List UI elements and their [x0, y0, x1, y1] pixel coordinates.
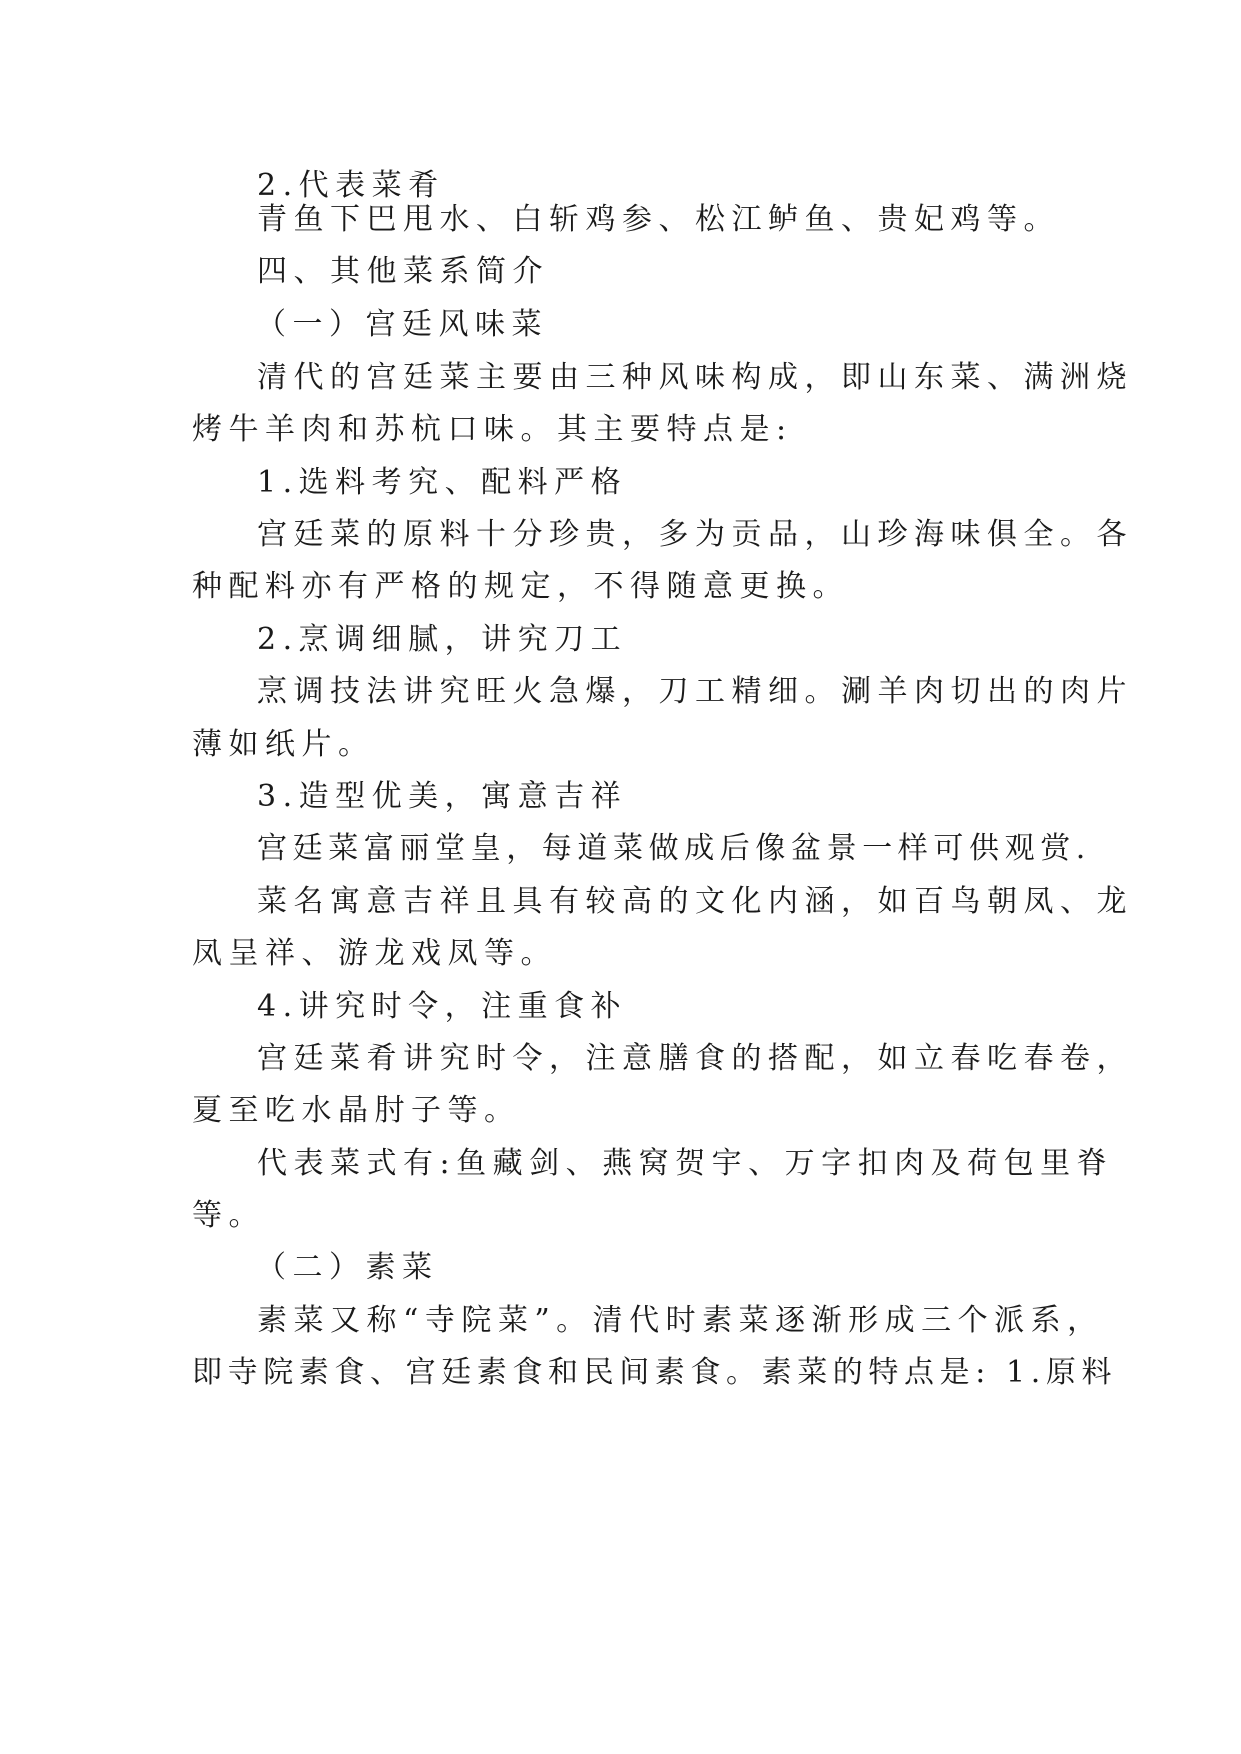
paragraph-line: 宫廷菜的原料十分珍贵，多为贡品，山珍海味俱全。各	[257, 517, 1133, 552]
paragraph-line: 凤呈祥、游龙戏凤等。	[192, 936, 557, 971]
paragraph-line: 菜名寓意吉祥且具有较高的文化内涵，如百鸟朝凤、龙	[257, 884, 1133, 919]
paragraph-line: 烹调技法讲究旺火急爆，刀工精细。涮羊肉切出的肉片	[257, 674, 1133, 709]
item-heading-4: 4.讲究时令，注重食补	[257, 989, 628, 1024]
paragraph-line: 薄如纸片。	[192, 727, 375, 762]
heading-representative-dishes: 2.代表菜肴	[257, 168, 445, 203]
paragraph-line: 烤牛羊肉和苏杭口味。其主要特点是:	[192, 412, 793, 447]
section-heading-other-cuisines: 四、其他菜系简介	[257, 254, 549, 289]
paragraph-line: 等。	[192, 1198, 265, 1233]
paragraph-line: 素菜又称“寺院菜”。清代时素菜逐渐形成三个派系，	[257, 1303, 1104, 1338]
item-heading-2: 2.烹调细腻，讲究刀工	[257, 622, 628, 657]
subsection-heading-vegetarian: （二）素菜	[256, 1250, 439, 1285]
paragraph-line: 宫廷菜富丽堂皇，每道菜做成后像盆景一样可供观赏.	[257, 831, 1091, 866]
subsection-heading-court-cuisine: （一）宫廷风味菜	[256, 307, 548, 342]
paragraph-line: 清代的宫廷菜主要由三种风味构成，即山东菜、满洲烧	[257, 360, 1133, 395]
paragraph-line: 代表菜式有:鱼藏剑、燕窝贺宇、万字扣肉及荷包里脊	[257, 1146, 1114, 1181]
paragraph-line: 种配料亦有严格的规定，不得随意更换。	[192, 569, 849, 604]
paragraph-line: 夏至吃水晶肘子等。	[192, 1093, 521, 1128]
paragraph-line: 青鱼下巴甩水、白斩鸡参、松江鲈鱼、贵妃鸡等。	[257, 202, 1060, 237]
item-heading-1: 1.选料考究、配料严格	[257, 465, 628, 500]
item-heading-3: 3.造型优美，寓意吉祥	[257, 779, 628, 814]
paragraph-line: 即寺院素食、宫廷素食和民间素食。素菜的特点是: 1.原料	[192, 1355, 1118, 1390]
paragraph-line: 宫廷菜肴讲究时令，注意膳食的搭配，如立春吃春卷，	[257, 1041, 1133, 1076]
